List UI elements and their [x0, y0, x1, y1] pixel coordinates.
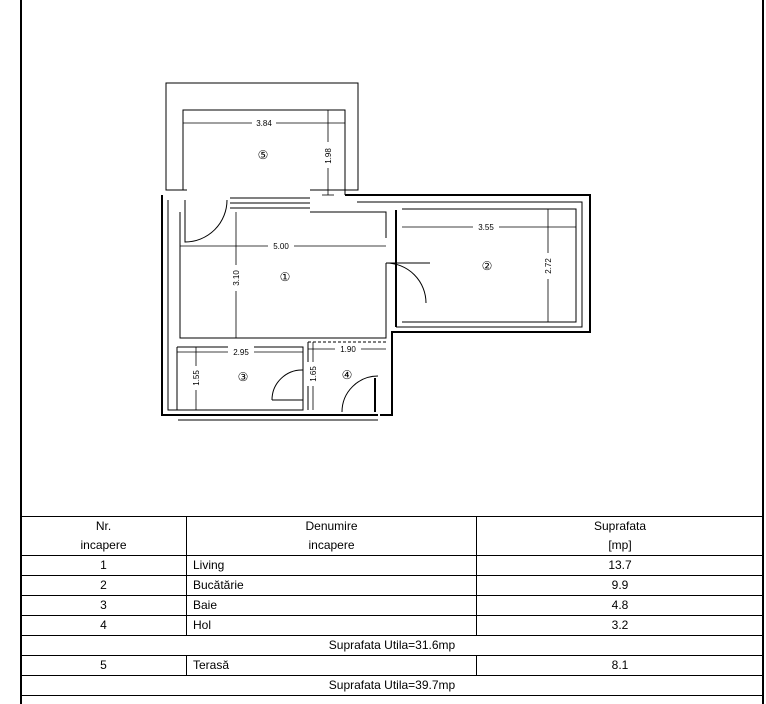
row-nr: 2	[21, 576, 187, 596]
room-marker-1: ①	[279, 270, 291, 284]
room-marker-5: ⑤	[257, 148, 269, 162]
total-row	[21, 676, 764, 696]
living-width-dimension: 5.00	[273, 242, 289, 251]
header-nr: Nr. incapere	[21, 517, 187, 556]
table-row	[21, 616, 764, 636]
table-row	[21, 576, 764, 596]
inner-wall-left	[168, 200, 272, 410]
table-row	[21, 656, 764, 676]
window	[230, 198, 310, 208]
terrace-outline	[166, 83, 358, 190]
row-area: 4.8	[477, 596, 764, 616]
row-nr: 5	[21, 656, 187, 676]
row-area: 3.2	[477, 616, 764, 636]
living-depth-dimension: 3.10	[232, 270, 241, 286]
table-header-row	[21, 517, 764, 556]
row-name: Bucătărie	[187, 576, 477, 596]
bath-depth-dimension: 1.55	[192, 370, 201, 386]
terrace-door	[185, 200, 227, 242]
row-name: Hol	[187, 616, 477, 636]
kitchen-depth-dimension: 2.72	[544, 258, 553, 274]
table-row	[21, 556, 764, 576]
row-name: Baie	[187, 596, 477, 616]
hall-depth-dimension: 1.65	[309, 366, 318, 382]
row-area: 13.7	[477, 556, 764, 576]
room-marker-3: ③	[237, 370, 249, 384]
row-area: 8.1	[477, 656, 764, 676]
bath-width-dimension: 2.95	[233, 348, 249, 357]
room-area-table	[20, 516, 764, 696]
hall-width-dimension: 1.90	[340, 345, 356, 354]
row-nr: 1	[21, 556, 187, 576]
terrace-width-dimension: 3.84	[256, 119, 272, 128]
table-row	[21, 596, 764, 616]
kitchen-door	[386, 263, 430, 303]
subtotal-text: Suprafata Utila=31.6mp	[21, 636, 764, 656]
total-text: Suprafata Utila=39.7mp	[21, 676, 764, 696]
terrace-depth-dimension: 1.98	[324, 148, 333, 164]
kitchen-width-dimension: 3.55	[478, 223, 494, 232]
subtotal-row	[21, 636, 764, 656]
row-nr: 3	[21, 596, 187, 616]
header-area: Suprafata [mp]	[477, 517, 764, 556]
row-name: Terasă	[187, 656, 477, 676]
row-name: Living	[187, 556, 477, 576]
bath-bottom-wall	[272, 400, 303, 410]
room-marker-4: ④	[341, 368, 353, 382]
row-nr: 4	[21, 616, 187, 636]
room-marker-2: ②	[481, 259, 493, 273]
living-wall-top	[310, 212, 386, 238]
row-area: 9.9	[477, 576, 764, 596]
header-name: Denumire incapere	[187, 517, 477, 556]
outer-wall-right	[345, 195, 590, 415]
bath-door	[272, 370, 303, 400]
